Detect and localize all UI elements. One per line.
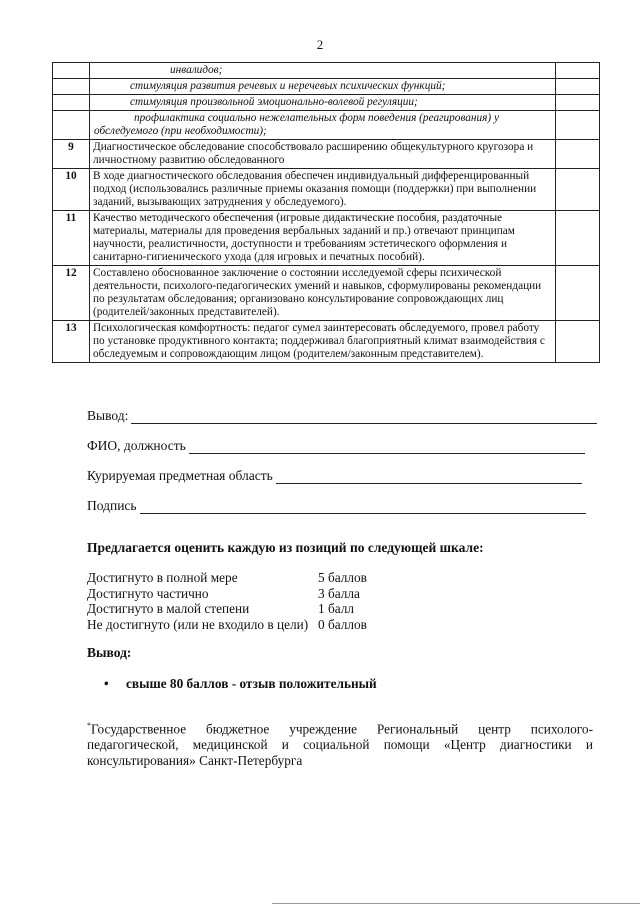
name-position-label: ФИО, должность [87,438,186,453]
scale-label: Достигнуто частично [87,585,209,601]
row-number [53,63,90,79]
subject-area-field [87,468,582,484]
subject-area-blank-line[interactable] [276,471,582,484]
verdict-bullet [104,676,377,692]
name-position-blank-line[interactable] [189,441,585,454]
page-number: 2 [316,37,324,52]
scale-row [87,617,367,633]
bullet-icon: • [104,676,109,691]
scale-points: 3 балла [318,585,360,601]
score-cell[interactable] [556,111,600,140]
scale-label: Достигнуто в малой степени [87,601,250,616]
scale-label: Достигнуто в полной мере [87,570,238,585]
scale-row [87,601,367,617]
table-row [53,140,600,169]
table-row [53,266,600,321]
score-cell[interactable] [556,321,600,363]
table-row [53,169,600,211]
table-row [53,211,600,266]
evaluation-table [52,62,600,363]
signature-label: Подпись [87,498,137,513]
row-number: 9 [53,140,90,169]
scale-row [87,570,367,586]
footnote-marker: * [87,721,91,730]
footnote-text: Государственное бюджетное учреждение Региональный центр психолого-педагогической, медицинской и социальной помощи «Центр диагностики и консультирования» Санкт-Петербурга [87,721,593,769]
row-number [53,95,90,111]
footnote [87,718,593,769]
score-cell[interactable] [556,63,600,79]
verdict-text: свыше 80 баллов - отзыв положительный [126,676,377,691]
row-number: 10 [53,169,90,211]
scale-list [87,570,367,632]
signature-blank-line[interactable] [140,501,586,514]
row-number [53,79,90,95]
criterion-text: инвалидов; [90,63,556,79]
scale-heading: Предлагается оценить каждую из позиций по следующей шкале: [87,540,484,555]
table-row [53,95,600,111]
table-row [53,63,600,79]
criterion-text: стимуляция произвольной эмоционально-волевой регуляции; [90,95,556,111]
row-number [53,111,90,140]
criterion-text: В ходе диагностического обследования обеспечен индивидуальный дифференцированный подход (использовались различные приемы оказания помощи (поддержки) при выполнении заданий, вызывающих затруднения у обследуемого). [90,169,556,211]
criterion-text: Психологическая комфортность: педагог сумел заинтересовать обследуемого, провел работу по установке продуктивного контакта; поддерживал благоприятный климат взаимодействия с обследуемым и сопровождающим лицом (родителем/законным представителем). [90,321,556,363]
score-cell[interactable] [556,79,600,95]
score-cell[interactable] [556,266,600,321]
criterion-text: профилактика социально нежелательных форм поведения (реагирования) у обследуемого (при необходимости); [90,111,556,140]
scale-points: 1 балл [318,601,355,616]
score-cell[interactable] [556,169,600,211]
scale-points: 5 баллов [318,570,367,585]
criterion-text: Качество методического обеспечения (игровые дидактические пособия, раздаточные материалы, материалы для проведения вербальных заданий и пр.) отвечают принципам научности, реалистичности, доступности и требованиям эстетического оформления и санитарно-гигиенического ухода (для игровых и печатных пособий). [90,211,556,266]
signature-field [87,498,586,514]
conclusion-field [87,408,597,424]
scale-row [87,586,367,602]
row-number: 12 [53,266,90,321]
row-number: 13 [53,321,90,363]
scale-points: 0 баллов [318,616,367,632]
score-cell[interactable] [556,95,600,111]
verdict-heading: Вывод: [87,645,132,660]
score-cell[interactable] [556,211,600,266]
scale-label: Не достигнуто (или не входило в цели) [87,616,309,632]
row-number: 11 [53,211,90,266]
criterion-text: Диагностическое обследование способствовало расширению общекультурного кругозора и личностному развитию обследованного [90,140,556,169]
table-row [53,79,600,95]
page-edge-line [272,903,640,904]
subject-area-label: Курируемая предметная область [87,468,273,483]
table-row [53,321,600,363]
table-row [53,111,600,140]
conclusion-blank-line[interactable] [131,411,597,424]
conclusion-label: Вывод: [87,408,129,423]
name-position-field [87,438,585,454]
score-cell[interactable] [556,140,600,169]
criterion-text: Составлено обоснованное заключение о состоянии исследуемой сферы психической деятельности, психолого-педагогических умений и навыков, сформулированы рекомендации по результатам обследования; организовано консультирование сопровождающих лиц (родителей/законных представителей). [90,266,556,321]
criterion-text: стимуляция развития речевых и неречевых психических функций; [90,79,556,95]
